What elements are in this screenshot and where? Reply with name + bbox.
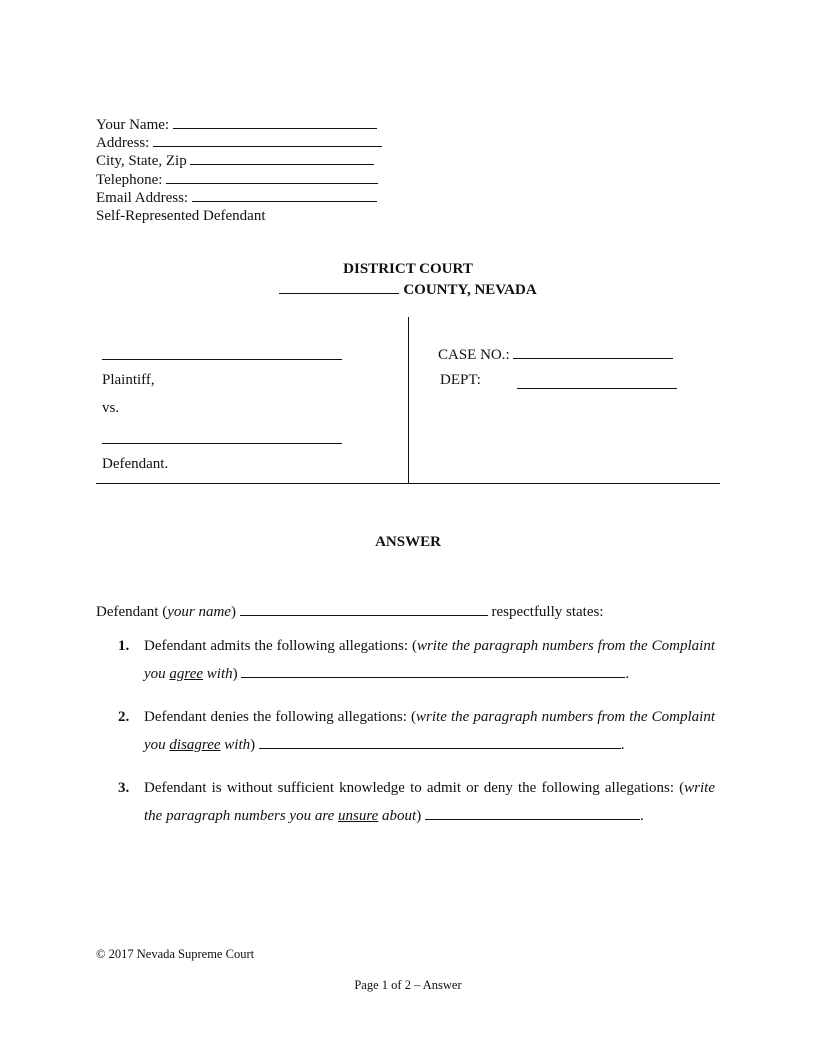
item-hint-end: with <box>203 666 233 682</box>
page-number: Page 1 of 2 – Answer <box>354 978 462 992</box>
dept-label: DEPT: <box>440 372 481 388</box>
plaintiff-field[interactable] <box>102 345 342 360</box>
item-close: ) <box>232 666 238 682</box>
unsure-field[interactable] <box>425 806 640 820</box>
caption-bottom-rule <box>96 483 720 484</box>
city-field[interactable] <box>190 151 374 165</box>
item-hint-underlined: agree <box>169 666 204 682</box>
list-item <box>118 632 715 688</box>
case-no-line <box>438 345 673 364</box>
list-item <box>118 703 715 759</box>
dept-field[interactable] <box>517 374 677 389</box>
defendant-field[interactable] <box>102 429 342 444</box>
item-text: Defendant is without sufficient knowledge to admit or deny the following allegations: ( <box>144 780 685 796</box>
address-field[interactable] <box>153 133 382 147</box>
case-no-label: CASE NO.: <box>438 347 510 363</box>
item-hint-end: about <box>378 808 417 824</box>
item-number: 2. <box>118 709 130 725</box>
item-hint: write the paragraph numbers from the Complaint you <box>144 709 715 753</box>
item-close: ) <box>250 737 256 753</box>
intro-hint: your name <box>167 604 231 620</box>
item-number: 1. <box>118 638 130 654</box>
city-line <box>96 151 374 170</box>
intro-mid: ) <box>230 604 236 620</box>
item-body: Defendant is without sufficient knowledge to admit or deny the following allegations: (write the paragraph numbers you are unsure about) . <box>144 780 715 824</box>
role-text: Self-Represented Defendant <box>96 208 266 224</box>
name-field[interactable] <box>173 115 377 129</box>
vs-label: vs. <box>102 400 120 416</box>
county-label: COUNTY, NEVADA <box>403 282 537 298</box>
copyright-text: © 2017 Nevada Supreme Court <box>96 947 255 961</box>
caption-divider <box>408 317 409 484</box>
deny-field[interactable] <box>259 735 621 749</box>
intro-line <box>96 602 604 621</box>
name-line <box>96 115 377 134</box>
name-label: Your Name: <box>96 117 170 133</box>
court-title: DISTRICT COURT <box>343 261 473 277</box>
intro-prefix: Defendant ( <box>96 604 168 620</box>
email-line <box>96 188 377 207</box>
item-hint-underlined: disagree <box>169 737 221 753</box>
defendant-name-field[interactable] <box>240 602 488 616</box>
address-label: Address: <box>96 135 150 151</box>
item-text: Defendant admits the following allegations: ( <box>144 638 417 654</box>
county-line <box>0 280 816 299</box>
item-body: Defendant denies the following allegations: (write the paragraph numbers from the Complaint you disagree with) . <box>144 709 715 753</box>
item-hint-end: with <box>220 737 251 753</box>
item-text: Defendant denies the following allegations: ( <box>144 709 417 725</box>
case-no-field[interactable] <box>513 345 673 359</box>
item-body: Defendant admits the following allegations: (write the paragraph numbers from the Complaint you agree with) . <box>144 638 715 682</box>
admit-field[interactable] <box>241 664 625 678</box>
item-hint-underlined: unsure <box>338 808 379 824</box>
plaintiff-label: Plaintiff, <box>102 372 155 388</box>
document-title: ANSWER <box>375 534 441 550</box>
address-line <box>96 133 382 152</box>
county-field[interactable] <box>279 280 399 294</box>
item-hint: write the paragraph numbers from the Complaint you <box>144 638 715 682</box>
telephone-field[interactable] <box>166 170 378 184</box>
intro-suffix: respectfully states: <box>491 604 604 620</box>
defendant-label: Defendant. <box>102 456 169 472</box>
list-item <box>118 774 715 830</box>
telephone-label: Telephone: <box>96 172 163 188</box>
item-number: 3. <box>118 780 130 796</box>
item-hint: write the paragraph numbers you are <box>144 780 715 824</box>
city-label: City, State, Zip <box>96 153 187 169</box>
telephone-line <box>96 170 378 189</box>
email-label: Email Address: <box>96 190 189 206</box>
email-field[interactable] <box>192 188 377 202</box>
item-close: ) <box>416 808 422 824</box>
